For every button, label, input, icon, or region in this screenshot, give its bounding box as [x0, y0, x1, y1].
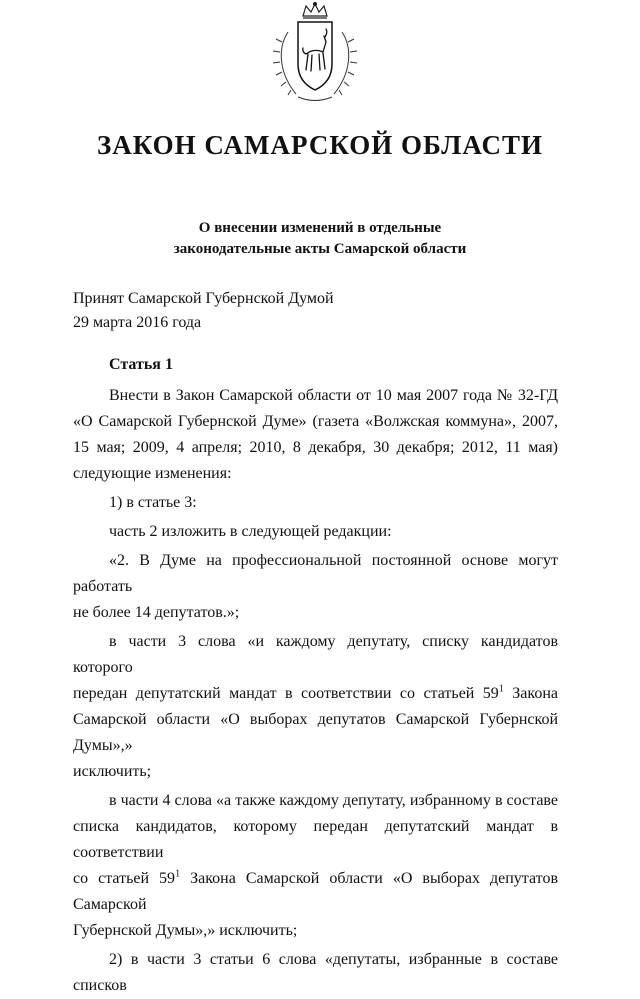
- text-line: 15 мая; 2009, 4 апреля; 2010, 8 декабря, 30 декабря; 2012, 11 мая): [73, 439, 558, 456]
- text-line: «О Самарской Губернской Думе» (газета «Волжская коммуна», 2007,: [73, 413, 558, 430]
- subtitle-line: О внесении изменений в отдельные: [198, 220, 442, 236]
- subtitle-line: законодательные акты Самарской области: [173, 241, 467, 257]
- adoption-body: Принят Самарской Губернской Думой: [73, 290, 334, 307]
- law-title: ЗАКОН САМАРСКОЙ ОБЛАСТИ: [97, 130, 543, 160]
- superscript: 1: [175, 868, 181, 880]
- text-fragment: Закона: [503, 685, 558, 702]
- adoption-date: 29 марта 2016 года: [73, 314, 202, 331]
- paragraph: [73, 788, 558, 944]
- text-line: «2. В Думе на профессиональной постоянной основе могут работать: [73, 552, 558, 595]
- text-line: 2) в части 3 статьи 6 слова «депутаты, избранные в составе списков: [73, 951, 558, 994]
- text-line: Внести в Закон Самарской области от 10 мая 2007 года № 32-ГД: [109, 387, 558, 404]
- paragraph: [73, 629, 558, 785]
- text-fragment: Закона Самарской области «О выборах депутатов Самарской: [73, 870, 559, 913]
- text-line: следующие изменения:: [73, 465, 232, 482]
- text-line: в части 4 слова «а также каждому депутату, избранному в составе: [109, 792, 558, 809]
- text-line: исключить;: [73, 763, 152, 780]
- text-line: списка кандидатов, которому передан депутатский мандат в соответствии: [73, 818, 558, 861]
- text-line: в части 3 слова «и каждому депутату, списку кандидатов которого: [73, 633, 558, 676]
- paragraph: [73, 947, 558, 999]
- text-line: не более 14 депутатов.»;: [73, 604, 240, 621]
- text-line: Губернской Думы»,» исключить;: [73, 922, 298, 939]
- paragraph: [73, 548, 558, 626]
- text-fragment: передан депутатский мандат в соответствии со статьей 59: [73, 685, 499, 702]
- samara-coat-of-arms-emblem: [268, 2, 362, 106]
- paragraph: часть 2 изложить в следующей редакции:: [109, 523, 392, 540]
- text-line: [73, 866, 558, 918]
- paragraph: 1) в статье 3:: [109, 494, 197, 511]
- article-body: [73, 383, 558, 999]
- article-heading: Статья 1: [109, 356, 173, 373]
- text-fragment: со статьей 59: [73, 870, 176, 887]
- law-subtitle: [0, 218, 640, 260]
- superscript: 1: [498, 683, 504, 695]
- text-line: Самарской области «О выборах депутатов Самарской Губернской Думы»,»: [73, 711, 558, 754]
- adoption-info: [73, 287, 334, 335]
- paragraph: [73, 383, 558, 487]
- text-line: [73, 681, 558, 707]
